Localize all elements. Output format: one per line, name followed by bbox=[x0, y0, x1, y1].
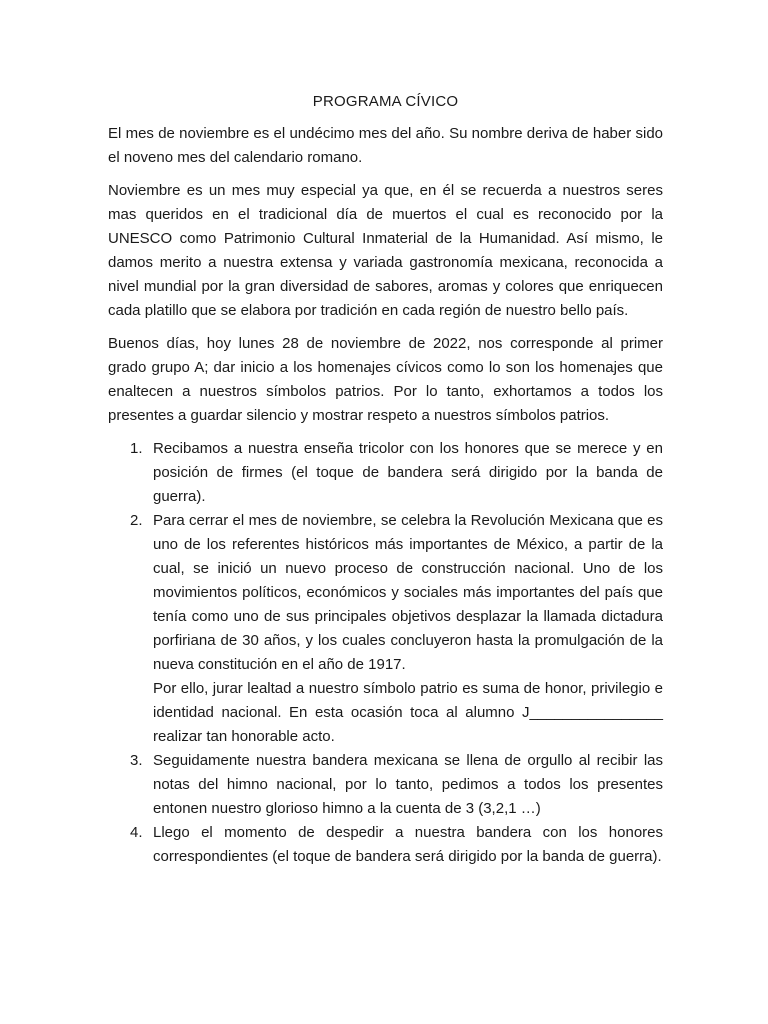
paragraph-november: Noviembre es un mes muy especial ya que, en él se recuerda a nuestros seres mas queridos en el tradicional día de muertos el cual es reconocido por la UNESCO como Patrimonio Cultural Inmaterial de la Humanidad. Así mismo, le damos merito a nuestra extensa y variada gastronomía mexicana, reconocida a nivel mundial por la gran diversidad de sabores, aromas y colores que enriquecen cada platillo que se elabora por tradición en cada región de nuestro bello país. bbox=[108, 182, 663, 319]
list-item-extra-text: Por ello, jurar lealtad a nuestro símbolo patrio es suma de honor, privilegio e identidad nacional. En esta ocasión toca al alumno J________________ realizar tan honorable acto. bbox=[153, 680, 663, 745]
paragraph-greeting: Buenos días, hoy lunes 28 de noviembre de 2022, nos corresponde al primer grado grupo A; dar inicio a los homenajes cívicos como lo son los homenajes que enaltecen a nuestros símbolos patrios. Por lo tanto, exhortamos a todos los presentes a guardar silencio y mostrar respeto a nuestros símbolos patrios. bbox=[108, 335, 663, 424]
list-item-text: Seguidamente nuestra bandera mexicana se llena de orgullo al recibir las notas del himno nacional, por lo tanto, pedimos a todos los presentes entonen nuestro glorioso himno a la cuenta de 3 (3,2,1 …) bbox=[153, 752, 663, 817]
document-page bbox=[108, 90, 663, 869]
list-number: 1. bbox=[130, 440, 143, 457]
list-number: 4. bbox=[130, 824, 143, 841]
list-item bbox=[108, 437, 663, 509]
list-item bbox=[108, 509, 663, 749]
list-number: 3. bbox=[130, 752, 143, 769]
document-title: PROGRAMA CÍVICO bbox=[312, 93, 459, 110]
program-list bbox=[108, 437, 663, 869]
list-item-text: Recibamos a nuestra enseña tricolor con los honores que se merece y en posición de firmes (el toque de bandera será dirigido por la banda de guerra). bbox=[153, 440, 663, 505]
paragraph-intro: El mes de noviembre es el undécimo mes del año. Su nombre deriva de haber sido el noveno mes del calendario romano. bbox=[108, 125, 663, 166]
list-item-text: Para cerrar el mes de noviembre, se celebra la Revolución Mexicana que es uno de los referentes históricos más importantes de México, a partir de la cual, se inició un nuevo proceso de construcción nacional. Uno de los movimientos políticos, económicos y sociales más importantes del país que tenía como uno de sus principales objetivos desplazar la llamada dictadura porfiriana de 30 años, y los cuales concluyeron hasta la promulgación de la nueva constitución en el año de 1917. bbox=[153, 512, 663, 673]
list-number: 2. bbox=[130, 512, 143, 529]
list-item-text: Llego el momento de despedir a nuestra bandera con los honores correspondientes (el toque de bandera será dirigido por la banda de guerra). bbox=[153, 824, 663, 865]
list-item bbox=[108, 749, 663, 821]
list-item bbox=[108, 821, 663, 869]
